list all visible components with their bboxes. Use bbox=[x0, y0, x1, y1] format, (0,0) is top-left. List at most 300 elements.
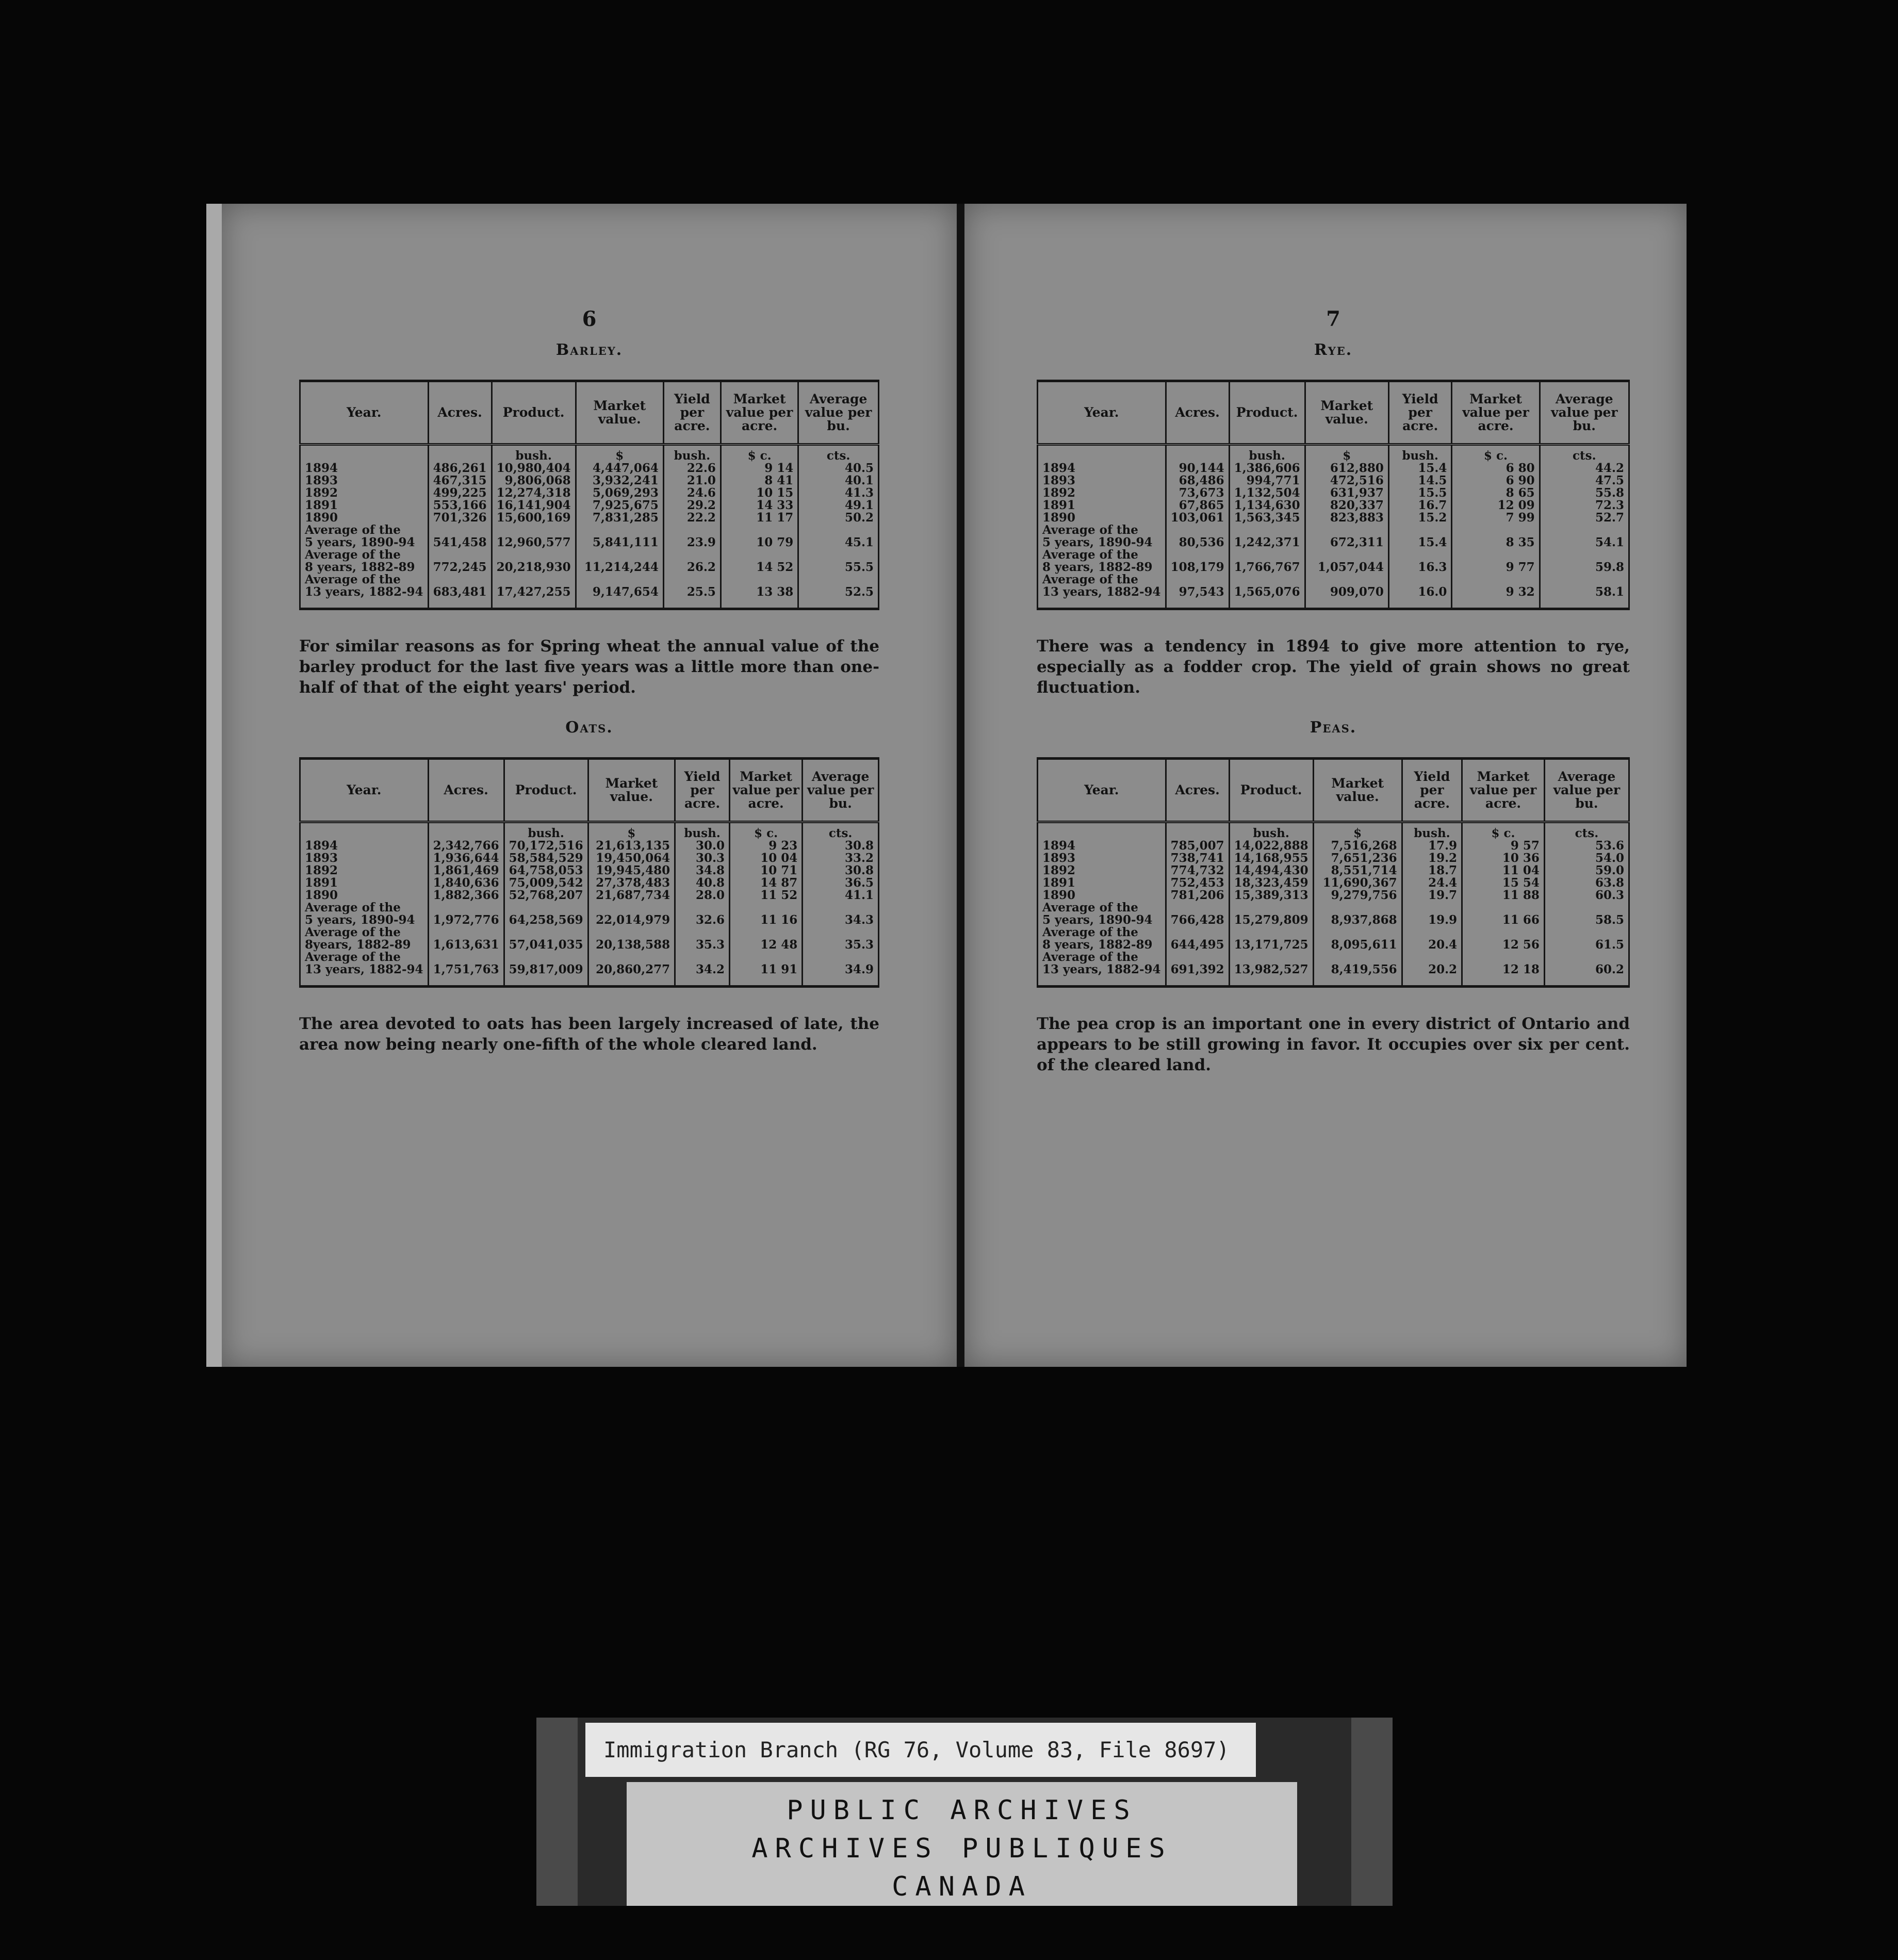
unit-cell: $ c. bbox=[1452, 445, 1540, 463]
average-period: 5 years, 1890-94 bbox=[305, 535, 415, 549]
average-label: Average of the bbox=[305, 901, 401, 914]
value-cell: 7,925,675 bbox=[576, 499, 663, 512]
value-cell: 14.5 bbox=[1388, 475, 1452, 487]
average-period: 5 years, 1890-94 bbox=[305, 913, 415, 927]
average-label: Average of the bbox=[1042, 901, 1138, 914]
value-cell: 53.6 bbox=[1544, 840, 1629, 852]
value-cell: 36.5 bbox=[803, 877, 879, 889]
blank-cell bbox=[1166, 951, 1229, 963]
blank-cell bbox=[798, 524, 879, 536]
year-cell: 1894 bbox=[305, 839, 338, 853]
value-cell: 40.5 bbox=[798, 462, 879, 475]
oats-table bbox=[299, 757, 879, 988]
average-label: Average of the bbox=[305, 548, 401, 562]
value-cell: 18,323,459 bbox=[1229, 877, 1313, 889]
blank-cell bbox=[1388, 549, 1452, 561]
value-cell: 59.8 bbox=[1540, 561, 1629, 574]
blank-cell bbox=[428, 926, 504, 939]
value-cell: 499,225 bbox=[428, 487, 492, 499]
blank-cell bbox=[1388, 524, 1452, 536]
value-cell: 11 91 bbox=[730, 963, 803, 987]
average-label: Average of the bbox=[1042, 573, 1138, 586]
unit-cell: bush. bbox=[1402, 822, 1462, 840]
value-cell: 1,972,776 bbox=[428, 914, 504, 926]
value-cell: 12,960,577 bbox=[492, 536, 576, 549]
section-title-oats: Oats. bbox=[565, 718, 613, 737]
value-cell: 8 35 bbox=[1452, 536, 1540, 549]
year-cell: 1893 bbox=[305, 851, 338, 865]
blank-cell bbox=[1305, 574, 1388, 586]
value-cell: 60.2 bbox=[1544, 963, 1629, 987]
average-row bbox=[300, 951, 879, 963]
value-cell: 47.5 bbox=[1540, 475, 1629, 487]
blank-cell bbox=[1229, 574, 1305, 586]
value-cell: 22,014,979 bbox=[588, 914, 675, 926]
blank-cell bbox=[1452, 524, 1540, 536]
value-cell: 9 23 bbox=[730, 840, 803, 852]
value-cell: 11,690,367 bbox=[1313, 877, 1402, 889]
value-cell: 16,141,904 bbox=[492, 499, 576, 512]
blank-cell bbox=[1452, 549, 1540, 561]
value-cell: 1,613,631 bbox=[428, 939, 504, 951]
average-period: 8years, 1882-89 bbox=[305, 938, 411, 952]
value-cell: 781,206 bbox=[1166, 889, 1229, 902]
column-header: Acres. bbox=[1166, 759, 1229, 822]
column-header: Acres. bbox=[428, 759, 504, 822]
value-cell: 103,061 bbox=[1166, 512, 1229, 524]
value-cell: 644,495 bbox=[1166, 939, 1229, 951]
value-cell: 12 18 bbox=[1462, 963, 1545, 987]
column-header: Market value. bbox=[576, 381, 663, 445]
table-row bbox=[1038, 487, 1629, 499]
value-cell: 772,245 bbox=[428, 561, 492, 574]
value-cell: 1,882,366 bbox=[428, 889, 504, 902]
blank-cell bbox=[576, 524, 663, 536]
value-cell: 57,041,035 bbox=[504, 939, 588, 951]
value-cell: 34.2 bbox=[675, 963, 730, 987]
value-cell: 15.5 bbox=[1388, 487, 1452, 499]
value-cell: 6 80 bbox=[1452, 462, 1540, 475]
column-header: Yield per acre. bbox=[675, 759, 730, 822]
value-cell: 7,651,236 bbox=[1313, 852, 1402, 864]
value-cell: 19.2 bbox=[1402, 852, 1462, 864]
average-period: 13 years, 1882-94 bbox=[1042, 962, 1161, 976]
value-cell: 21,613,135 bbox=[588, 840, 675, 852]
average-row bbox=[1038, 536, 1629, 549]
value-cell: 820,337 bbox=[1305, 499, 1388, 512]
column-header: Average value per bu. bbox=[1540, 381, 1629, 445]
unit-cell: cts. bbox=[803, 822, 879, 840]
value-cell: 35.3 bbox=[803, 939, 879, 951]
value-cell: 541,458 bbox=[428, 536, 492, 549]
value-cell: 4,447,064 bbox=[576, 462, 663, 475]
blank-cell bbox=[1305, 524, 1388, 536]
average-row bbox=[300, 963, 879, 987]
column-header: Market value. bbox=[1305, 381, 1388, 445]
year-cell: 1890 bbox=[305, 888, 338, 902]
blank-cell bbox=[1229, 902, 1313, 914]
table-row bbox=[1038, 499, 1629, 512]
blank-cell bbox=[428, 524, 492, 536]
value-cell: 45.1 bbox=[798, 536, 879, 549]
value-cell: 54.0 bbox=[1544, 852, 1629, 864]
value-cell: 20.2 bbox=[1402, 963, 1462, 987]
value-cell: 20,218,930 bbox=[492, 561, 576, 574]
average-row bbox=[300, 939, 879, 951]
average-period: 5 years, 1890-94 bbox=[1042, 913, 1153, 927]
section-title-barley: Barley. bbox=[555, 341, 623, 359]
value-cell: 26.2 bbox=[663, 561, 721, 574]
unit-cell: $ bbox=[576, 445, 663, 463]
value-cell: 13 38 bbox=[721, 586, 798, 609]
table-row bbox=[1038, 864, 1629, 877]
blank-cell bbox=[1166, 549, 1229, 561]
blank-cell bbox=[1313, 926, 1402, 939]
value-cell: 15.2 bbox=[1388, 512, 1452, 524]
blank-cell bbox=[1313, 902, 1402, 914]
value-cell: 50.2 bbox=[798, 512, 879, 524]
average-row bbox=[300, 574, 879, 586]
value-cell: 11 52 bbox=[730, 889, 803, 902]
value-cell: 30.8 bbox=[803, 840, 879, 852]
average-row bbox=[1038, 586, 1629, 609]
value-cell: 16.3 bbox=[1388, 561, 1452, 574]
value-cell: 8,551,714 bbox=[1313, 864, 1402, 877]
value-cell: 15.4 bbox=[1388, 536, 1452, 549]
column-header: Acres. bbox=[428, 381, 492, 445]
value-cell: 467,315 bbox=[428, 475, 492, 487]
value-cell: 7,516,268 bbox=[1313, 840, 1402, 852]
value-cell: 52,768,207 bbox=[504, 889, 588, 902]
blank-cell bbox=[492, 524, 576, 536]
value-cell: 10,980,404 bbox=[492, 462, 576, 475]
value-cell: 1,242,371 bbox=[1229, 536, 1305, 549]
value-cell: 472,516 bbox=[1305, 475, 1388, 487]
unit-cell bbox=[1038, 822, 1166, 840]
value-cell: 8,419,556 bbox=[1313, 963, 1402, 987]
value-cell: 19.9 bbox=[1402, 914, 1462, 926]
value-cell: 823,883 bbox=[1305, 512, 1388, 524]
value-cell: 1,840,636 bbox=[428, 877, 504, 889]
stamp-line: PUBLIC ARCHIVES bbox=[787, 1795, 1137, 1826]
year-cell: 1893 bbox=[1042, 473, 1076, 487]
unit-cell: $ bbox=[1305, 445, 1388, 463]
stamp-edge bbox=[1351, 1718, 1393, 1906]
table-row bbox=[1038, 852, 1629, 864]
value-cell: 70,172,516 bbox=[504, 840, 588, 852]
column-header: Year. bbox=[1038, 759, 1166, 822]
value-cell: 11,214,244 bbox=[576, 561, 663, 574]
value-cell: 9,806,068 bbox=[492, 475, 576, 487]
value-cell: 15,600,169 bbox=[492, 512, 576, 524]
value-cell: 64,758,053 bbox=[504, 864, 588, 877]
value-cell: 16.7 bbox=[1388, 499, 1452, 512]
blank-cell bbox=[1166, 926, 1229, 939]
blank-cell bbox=[1402, 951, 1462, 963]
value-cell: 30.3 bbox=[675, 852, 730, 864]
value-cell: 766,428 bbox=[1166, 914, 1229, 926]
value-cell: 72.3 bbox=[1540, 499, 1629, 512]
unit-cell: bush. bbox=[1229, 445, 1305, 463]
value-cell: 60.3 bbox=[1544, 889, 1629, 902]
year-cell: 1890 bbox=[1042, 511, 1076, 525]
value-cell: 785,007 bbox=[1166, 840, 1229, 852]
value-cell: 752,453 bbox=[1166, 877, 1229, 889]
value-cell: 52.7 bbox=[1540, 512, 1629, 524]
value-cell: 5,069,293 bbox=[576, 487, 663, 499]
unit-cell bbox=[428, 445, 492, 463]
value-cell: 738,741 bbox=[1166, 852, 1229, 864]
value-cell: 9 32 bbox=[1452, 586, 1540, 609]
blank-cell bbox=[1313, 951, 1402, 963]
column-header: Product. bbox=[504, 759, 588, 822]
table-row bbox=[300, 462, 879, 475]
page-number: 7 bbox=[1326, 307, 1340, 331]
blank-cell bbox=[1166, 902, 1229, 914]
value-cell: 13,171,725 bbox=[1229, 939, 1313, 951]
year-cell: 1894 bbox=[1042, 461, 1076, 475]
column-header: Yield per acre. bbox=[1388, 381, 1452, 445]
value-cell: 58.1 bbox=[1540, 586, 1629, 609]
average-row bbox=[1038, 926, 1629, 939]
average-row bbox=[300, 549, 879, 561]
value-cell: 8,937,868 bbox=[1313, 914, 1402, 926]
value-cell: 63.8 bbox=[1544, 877, 1629, 889]
value-cell: 9,279,756 bbox=[1313, 889, 1402, 902]
column-header: Market value per acre. bbox=[721, 381, 798, 445]
rye-note: There was a tendency in 1894 to give more attention to rye, especially as a fodder crop. The yield of grain shows no great fluctuation. bbox=[1037, 637, 1630, 697]
blank-cell bbox=[1540, 574, 1629, 586]
column-header: Year. bbox=[300, 759, 429, 822]
year-cell: 1892 bbox=[1042, 863, 1076, 877]
blank-cell bbox=[1229, 549, 1305, 561]
unit-cell: bush. bbox=[504, 822, 588, 840]
value-cell: 486,261 bbox=[428, 462, 492, 475]
value-cell: 30.0 bbox=[675, 840, 730, 852]
value-cell: 14,494,430 bbox=[1229, 864, 1313, 877]
unit-cell bbox=[300, 445, 429, 463]
value-cell: 55.5 bbox=[798, 561, 879, 574]
value-cell: 80,536 bbox=[1166, 536, 1229, 549]
value-cell: 15,389,313 bbox=[1229, 889, 1313, 902]
value-cell: 9 14 bbox=[721, 462, 798, 475]
blank-cell bbox=[1544, 951, 1629, 963]
year-cell: 1891 bbox=[305, 498, 338, 512]
average-row bbox=[300, 524, 879, 536]
blank-cell bbox=[721, 524, 798, 536]
blank-cell bbox=[663, 524, 721, 536]
table-row bbox=[300, 475, 879, 487]
barley-table bbox=[299, 380, 879, 610]
blank-cell bbox=[803, 951, 879, 963]
blank-cell bbox=[721, 549, 798, 561]
blank-cell bbox=[803, 926, 879, 939]
value-cell: 10 04 bbox=[730, 852, 803, 864]
value-cell: 11 16 bbox=[730, 914, 803, 926]
average-row bbox=[1038, 524, 1629, 536]
value-cell: 8,095,611 bbox=[1313, 939, 1402, 951]
value-cell: 34.8 bbox=[675, 864, 730, 877]
value-cell: 41.1 bbox=[803, 889, 879, 902]
blank-cell bbox=[588, 926, 675, 939]
blank-cell bbox=[675, 951, 730, 963]
value-cell: 12,274,318 bbox=[492, 487, 576, 499]
value-cell: 108,179 bbox=[1166, 561, 1229, 574]
blank-cell bbox=[1166, 574, 1229, 586]
average-period: 13 years, 1882-94 bbox=[305, 585, 423, 599]
column-header: Average value per bu. bbox=[1544, 759, 1629, 822]
blank-cell bbox=[576, 549, 663, 561]
blank-cell bbox=[428, 574, 492, 586]
value-cell: 15,279,809 bbox=[1229, 914, 1313, 926]
units-row bbox=[300, 822, 879, 840]
blank-cell bbox=[1544, 902, 1629, 914]
value-cell: 1,132,504 bbox=[1229, 487, 1305, 499]
table-row bbox=[300, 889, 879, 902]
value-cell: 27,378,483 bbox=[588, 877, 675, 889]
unit-cell bbox=[1166, 822, 1229, 840]
value-cell: 15.4 bbox=[1388, 462, 1452, 475]
year-cell: 1892 bbox=[305, 863, 338, 877]
value-cell: 17.9 bbox=[1402, 840, 1462, 852]
average-label: Average of the bbox=[1042, 548, 1138, 562]
value-cell: 5,841,111 bbox=[576, 536, 663, 549]
value-cell: 14,168,955 bbox=[1229, 852, 1313, 864]
value-cell: 1,936,644 bbox=[428, 852, 504, 864]
column-header: Yield per acre. bbox=[663, 381, 721, 445]
average-row bbox=[1038, 902, 1629, 914]
column-header: Product. bbox=[1229, 381, 1305, 445]
value-cell: 701,326 bbox=[428, 512, 492, 524]
blank-cell bbox=[675, 902, 730, 914]
value-cell: 2,342,766 bbox=[428, 840, 504, 852]
column-header: Year. bbox=[300, 381, 429, 445]
value-cell: 34.3 bbox=[803, 914, 879, 926]
value-cell: 67,865 bbox=[1166, 499, 1229, 512]
value-cell: 90,144 bbox=[1166, 462, 1229, 475]
value-cell: 61.5 bbox=[1544, 939, 1629, 951]
value-cell: 22.6 bbox=[663, 462, 721, 475]
value-cell: 52.5 bbox=[798, 586, 879, 609]
value-cell: 12 48 bbox=[730, 939, 803, 951]
value-cell: 58.5 bbox=[1544, 914, 1629, 926]
value-cell: 17,427,255 bbox=[492, 586, 576, 609]
value-cell: 40.8 bbox=[675, 877, 730, 889]
column-header: Yield per acre. bbox=[1402, 759, 1462, 822]
value-cell: 683,481 bbox=[428, 586, 492, 609]
value-cell: 9 57 bbox=[1462, 840, 1545, 852]
value-cell: 20.4 bbox=[1402, 939, 1462, 951]
blank-cell bbox=[1462, 951, 1545, 963]
unit-cell: bush. bbox=[1388, 445, 1452, 463]
column-header: Product. bbox=[492, 381, 576, 445]
units-row bbox=[1038, 822, 1629, 840]
value-cell: 672,311 bbox=[1305, 536, 1388, 549]
value-cell: 54.1 bbox=[1540, 536, 1629, 549]
unit-cell bbox=[1166, 445, 1229, 463]
table-row bbox=[1038, 877, 1629, 889]
unit-cell: bush. bbox=[492, 445, 576, 463]
archive-reference-label: Immigration Branch (RG 76, Volume 83, File 8697) bbox=[585, 1723, 1256, 1777]
value-cell: 11 66 bbox=[1462, 914, 1545, 926]
value-cell: 21,687,734 bbox=[588, 889, 675, 902]
average-period: 13 years, 1882-94 bbox=[305, 962, 423, 976]
value-cell: 9,147,654 bbox=[576, 586, 663, 609]
value-cell: 73,673 bbox=[1166, 487, 1229, 499]
value-cell: 994,771 bbox=[1229, 475, 1305, 487]
blank-cell bbox=[663, 574, 721, 586]
archive-stamp-band bbox=[627, 1782, 1297, 1906]
value-cell: 20,138,588 bbox=[588, 939, 675, 951]
year-cell: 1891 bbox=[1042, 876, 1076, 890]
average-label: Average of the bbox=[305, 523, 401, 537]
year-cell: 1891 bbox=[305, 876, 338, 890]
unit-cell: bush. bbox=[1229, 822, 1313, 840]
table-row bbox=[300, 877, 879, 889]
value-cell: 19,450,064 bbox=[588, 852, 675, 864]
average-row bbox=[300, 914, 879, 926]
average-period: 8 years, 1882-89 bbox=[1042, 938, 1153, 952]
column-header: Market value per acre. bbox=[730, 759, 803, 822]
value-cell: 14 87 bbox=[730, 877, 803, 889]
units-row bbox=[300, 445, 879, 463]
blank-cell bbox=[588, 902, 675, 914]
average-period: 13 years, 1882-94 bbox=[1042, 585, 1161, 599]
blank-cell bbox=[803, 902, 879, 914]
page-left bbox=[206, 204, 957, 1367]
value-cell: 58,584,529 bbox=[504, 852, 588, 864]
value-cell: 59.0 bbox=[1544, 864, 1629, 877]
column-header: Average value per bu. bbox=[798, 381, 879, 445]
table-row bbox=[1038, 512, 1629, 524]
book-gutter bbox=[957, 204, 964, 1367]
year-cell: 1891 bbox=[1042, 498, 1076, 512]
table-row bbox=[300, 852, 879, 864]
value-cell: 10 71 bbox=[730, 864, 803, 877]
value-cell: 1,861,469 bbox=[428, 864, 504, 877]
table-row bbox=[1038, 840, 1629, 852]
value-cell: 24.4 bbox=[1402, 877, 1462, 889]
year-cell: 1893 bbox=[1042, 851, 1076, 865]
unit-cell: cts. bbox=[1540, 445, 1629, 463]
average-period: 8 years, 1882-89 bbox=[1042, 560, 1153, 574]
value-cell: 8 41 bbox=[721, 475, 798, 487]
peas-note: The pea crop is an important one in every district of Ontario and appears to be still growing in favor. It occupies over six per cent. of the cleared land. bbox=[1037, 1015, 1630, 1074]
average-label: Average of the bbox=[1042, 925, 1138, 939]
average-row bbox=[300, 561, 879, 574]
value-cell: 11 04 bbox=[1462, 864, 1545, 877]
value-cell: 97,543 bbox=[1166, 586, 1229, 609]
column-header: Market value. bbox=[588, 759, 675, 822]
blank-cell bbox=[730, 951, 803, 963]
blank-cell bbox=[798, 574, 879, 586]
value-cell: 631,937 bbox=[1305, 487, 1388, 499]
column-header: Market value per acre. bbox=[1462, 759, 1545, 822]
unit-cell: bush. bbox=[675, 822, 730, 840]
blank-cell bbox=[1305, 549, 1388, 561]
book-spread bbox=[206, 204, 1687, 1367]
average-row bbox=[1038, 549, 1629, 561]
blank-cell bbox=[1544, 926, 1629, 939]
average-row bbox=[300, 902, 879, 914]
value-cell: 553,166 bbox=[428, 499, 492, 512]
value-cell: 34.9 bbox=[803, 963, 879, 987]
blank-cell bbox=[1540, 524, 1629, 536]
blank-cell bbox=[504, 951, 588, 963]
value-cell: 6 90 bbox=[1452, 475, 1540, 487]
value-cell: 19.7 bbox=[1402, 889, 1462, 902]
blank-cell bbox=[1452, 574, 1540, 586]
